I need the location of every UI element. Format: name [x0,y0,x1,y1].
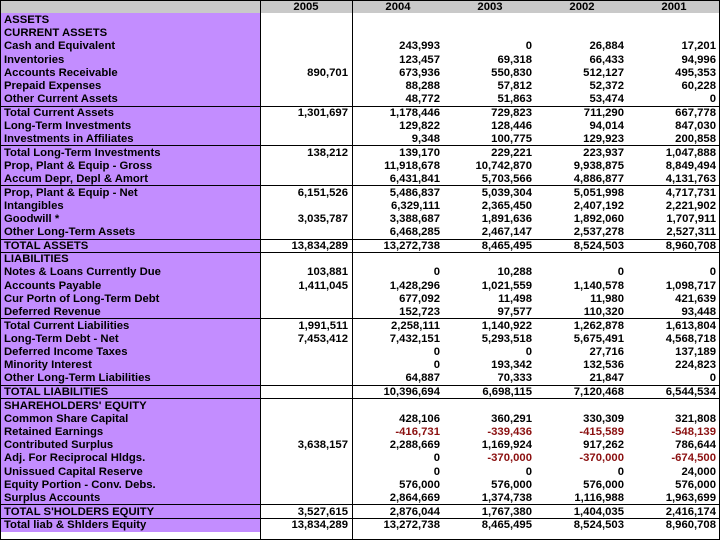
value-cell-2001: 17,201 [681,40,716,53]
value-cell-2001: 421,639 [675,292,716,305]
value-cell-2005 [260,93,352,106]
value-cell-2004: 2,288,669 [389,439,440,452]
value-cell-2005 [260,119,352,132]
row-label: Unissued Capital Reserve [0,465,260,478]
row-label: Accounts Payable [0,279,260,292]
value-cell-2005 [260,359,352,372]
value-cell-2002: 26,884 [589,40,624,53]
value-cell-2004: 6,468,285 [389,226,440,239]
value-cell-2005: 138,212 [260,146,352,159]
value-cell-2003 [444,26,536,39]
value-cell-2002: 0 [617,266,624,279]
value-cell-2001: 1,098,717 [665,279,716,292]
value-cell-2003: 97,577 [497,305,532,318]
value-cell-2005 [260,399,352,412]
value-cell-2005: 1,301,697 [260,106,352,119]
row-label: Prop, Plant & Equip - Gross [0,159,260,172]
row-label: Common Share Capital [0,412,260,425]
value-cell-2001: 224,823 [675,359,716,372]
year-header-2004: 2004 [352,0,444,13]
value-cell-2002: 1,262,878 [536,319,628,332]
table-row [0,452,720,465]
value-cell-2004: 6,329,111 [390,199,440,212]
table-row [0,173,720,186]
value-cell-2005: 1,411,045 [298,279,348,292]
balance-sheet-body [0,13,720,532]
value-cell-2002: 1,892,060 [573,213,624,226]
value-cell-2005: 103,881 [307,266,348,279]
value-cell-2003: -370,000 [487,452,532,465]
row-label: Investments in Affiliates [0,133,260,146]
value-cell-2003: 5,039,304 [444,186,536,199]
value-cell-2005: 890,701 [307,66,348,79]
value-cell-2005 [260,492,352,505]
value-cell-2001: 1,047,888 [628,146,720,159]
row-label: Accum Depr, Depl & Amort [0,173,260,186]
row-label: ASSETS [0,13,260,26]
table-row [0,212,720,225]
value-cell-2005 [260,79,352,92]
value-cell-2003: 576,000 [491,479,532,492]
value-cell-2003: 1,374,738 [481,492,532,505]
value-cell-2004: 88,288 [405,80,440,93]
table-row [0,425,720,438]
value-cell-2002 [536,252,628,265]
value-cell-2002: 4,886,877 [573,172,624,185]
value-cell-2004: 0 [433,359,440,372]
row-label: Inventories [0,53,260,66]
table-row [0,106,720,119]
value-cell-2003: 193,342 [491,359,532,372]
value-cell-2004: 123,457 [399,53,440,66]
table-row [0,439,720,452]
value-cell-2001: 0 [709,372,716,385]
table-row [0,266,720,279]
year-header-2005: 2005 [260,0,352,13]
value-cell-2002: 94,014 [589,120,624,133]
value-cell-2001: -674,500 [671,452,716,465]
value-cell-2003: 550,830 [491,66,532,79]
row-label: Total liab & Shlders Equity [0,518,260,531]
year-header-2001: 2001 [628,0,720,13]
value-cell-2002: 1,140,578 [573,279,624,292]
value-cell-2001: 8,960,708 [628,239,720,252]
table-row [0,372,720,385]
value-cell-2005 [260,13,352,26]
table-row [0,133,720,146]
value-cell-2004: 129,822 [399,120,440,133]
table-row [0,146,720,159]
row-label: SHAREHOLDERS' EQUITY [0,399,260,412]
value-cell-2002 [536,13,628,26]
table-row [0,279,720,292]
value-cell-2001 [628,26,720,39]
value-cell-2004: 0 [433,346,440,359]
value-cell-2005: 1,991,511 [260,319,352,332]
row-label: Adj. For Reciprocal Hldgs. [0,452,260,465]
value-cell-2003: 57,812 [497,80,532,93]
value-cell-2002: 8,524,503 [536,239,628,252]
value-cell-2002: 711,290 [536,106,628,119]
value-cell-2003: 1,169,924 [481,439,532,452]
row-label: Prepaid Expenses [0,79,260,92]
value-cell-2003: 0 [525,346,532,359]
value-cell-2002: 9,938,875 [573,159,624,172]
value-cell-2002: 5,675,491 [573,332,624,345]
value-cell-2005 [260,412,352,425]
row-label: Deferred Income Taxes [0,345,260,358]
row-label: Cur Portn of Long-Term Debt [0,292,260,305]
value-cell-2002 [536,399,628,412]
value-cell-2001: 137,189 [675,346,716,359]
value-cell-2002: 21,847 [589,372,624,385]
table-row [0,319,720,332]
row-label: Cash and Equivalent [0,40,260,53]
value-cell-2003: 128,446 [491,120,532,133]
table-row [0,399,720,412]
table-row [0,252,720,265]
row-label: TOTAL LIABILITIES [0,385,260,398]
value-cell-2001: 6,544,534 [628,385,720,398]
value-cell-2003: 1,021,559 [481,279,532,292]
row-label: Other Long-Term Liabilities [0,372,260,385]
value-cell-2004: 7,432,151 [389,332,440,345]
table-row [0,332,720,345]
value-cell-2001: 2,527,311 [666,226,716,239]
value-cell-2004 [352,252,444,265]
value-cell-2003: 51,863 [497,93,532,106]
value-cell-2004: 428,106 [399,412,440,425]
table-row [0,93,720,106]
value-cell-2002: 917,262 [583,439,624,452]
row-label: Intangibles [0,199,260,212]
row-label: Total Current Assets [0,106,260,119]
row-label: TOTAL ASSETS [0,239,260,252]
value-cell-2004: 0 [433,266,440,279]
value-cell-2002: 2,407,192 [573,199,624,212]
value-cell-2005: 3,527,615 [260,505,352,518]
value-cell-2005: 7,453,412 [297,332,348,345]
year-header-2003: 2003 [444,0,536,13]
value-cell-2003: 1,767,380 [444,505,536,518]
value-cell-2004: 2,876,044 [352,505,444,518]
value-cell-2002: 512,127 [583,66,624,79]
value-cell-2002: 576,000 [583,479,624,492]
row-label: Deferred Revenue [0,306,260,319]
row-label: LIABILITIES [0,252,260,265]
value-cell-2003: 70,333 [497,372,532,385]
value-cell-2001: 1,707,911 [666,213,716,226]
value-cell-2001: 8,960,708 [628,518,720,531]
value-cell-2001: 24,000 [681,465,716,478]
value-cell-2003 [444,399,536,412]
value-cell-2005 [260,173,352,186]
value-cell-2002: 53,474 [589,93,624,106]
table-row [0,79,720,92]
value-cell-2002: 7,120,468 [536,385,628,398]
value-cell-2004 [352,399,444,412]
year-header-row [0,0,720,13]
value-cell-2004: 243,993 [399,40,440,53]
value-cell-2002: 0 [617,465,624,478]
table-row [0,13,720,26]
value-cell-2002 [536,26,628,39]
value-cell-2005 [260,199,352,212]
value-cell-2002: 66,433 [589,53,624,66]
table-row [0,345,720,358]
table-row [0,306,720,319]
value-cell-2004: 2,258,111 [352,319,444,332]
value-cell-2004: 64,887 [405,372,440,385]
row-label: Retained Earnings [0,425,260,438]
table-row [0,119,720,132]
value-cell-2002: 1,116,988 [574,492,624,505]
value-cell-2004: 9,348 [411,133,440,146]
row-label: Other Current Assets [0,93,260,106]
value-cell-2004 [352,26,444,39]
value-cell-2002: 1,404,035 [536,505,628,518]
row-label: Prop, Plant & Equip - Net [0,186,260,199]
value-cell-2004: 673,936 [399,66,440,79]
value-cell-2001: 495,353 [675,66,716,79]
value-cell-2002: 8,524,503 [536,518,628,531]
table-row [0,359,720,372]
value-cell-2003: 6,698,115 [444,385,536,398]
header-corner [0,0,260,13]
table-row [0,40,720,53]
value-cell-2004: 0 [433,465,440,478]
value-cell-2002: 2,537,278 [573,226,624,239]
value-cell-2003: 11,498 [498,292,532,305]
table-row [0,199,720,212]
value-cell-2004: 2,864,669 [389,492,440,505]
table-row [0,385,720,398]
value-cell-2001: 2,416,174 [628,505,720,518]
value-cell-2005 [260,385,352,398]
row-label: Long-Term Debt - Net [0,332,260,345]
value-cell-2002: 129,923 [583,133,624,146]
value-cell-2005 [260,345,352,358]
row-label: TOTAL S'HOLDERS EQUITY [0,505,260,518]
value-cell-2003: 5,293,518 [481,332,532,345]
value-cell-2004: 677,092 [399,292,440,305]
value-cell-2003: 2,365,450 [481,199,532,212]
value-cell-2003: -339,436 [487,425,532,438]
table-row [0,412,720,425]
table-row [0,518,720,531]
value-cell-2002: 11,980 [590,292,624,305]
value-cell-2002: 110,320 [583,305,624,318]
value-cell-2001: -548,139 [671,425,716,438]
value-cell-2002: 27,716 [589,346,624,359]
value-cell-2004: 48,772 [405,93,440,106]
value-cell-2004: 152,723 [399,305,440,318]
value-cell-2005: 13,834,289 [260,239,352,252]
value-cell-2002: 52,372 [589,80,624,93]
value-cell-2005: 13,834,289 [260,518,352,531]
table-row [0,66,720,79]
value-cell-2002: 5,051,998 [536,186,628,199]
value-cell-2001: 321,808 [675,412,716,425]
value-cell-2003: 0 [525,465,532,478]
row-label: Long-Term Investments [0,119,260,132]
value-cell-2005 [260,159,352,172]
table-row [0,53,720,66]
value-cell-2004 [352,13,444,26]
value-cell-2005 [260,252,352,265]
value-cell-2003 [444,252,536,265]
value-cell-2001: 4,131,763 [665,172,716,185]
value-cell-2002: 330,309 [583,412,624,425]
value-cell-2002: 223,937 [536,146,628,159]
row-label: Accounts Receivable [0,66,260,79]
value-cell-2004: 139,170 [352,146,444,159]
value-cell-2004: 11,918,678 [384,159,440,172]
value-cell-2005 [260,40,352,53]
table-row [0,26,720,39]
value-cell-2003: 0 [525,40,532,53]
value-cell-2004: 6,431,841 [389,172,440,185]
value-cell-2005 [260,478,352,491]
value-cell-2004: 10,396,694 [352,385,444,398]
value-cell-2005 [260,425,352,438]
value-cell-2001 [628,399,720,412]
value-cell-2003: 229,221 [444,146,536,159]
value-cell-2001: 1,963,699 [665,492,716,505]
row-label: Surplus Accounts [0,492,260,505]
table-row [0,226,720,239]
value-cell-2004: 1,178,446 [352,106,444,119]
value-cell-2003: 10,288 [497,266,532,279]
row-label: Total Current Liabilities [0,319,260,332]
value-cell-2001: 0 [709,93,716,106]
row-label: Total Long-Term Investments [0,146,260,159]
value-cell-2004: -416,731 [395,425,440,438]
value-cell-2001: 0 [709,266,716,279]
value-cell-2005 [260,26,352,39]
value-cell-2001: 2,221,902 [665,199,716,212]
value-cell-2001: 4,717,731 [628,186,720,199]
value-cell-2001: 786,644 [675,439,716,452]
value-cell-2003: 8,465,495 [444,239,536,252]
value-cell-2004: 1,428,296 [389,279,440,292]
value-cell-2001: 200,858 [675,133,716,146]
value-cell-2003: 360,291 [491,412,532,425]
value-cell-2001: 8,849,494 [665,159,716,172]
value-cell-2001: 576,000 [675,479,716,492]
value-cell-2002: 132,536 [583,359,624,372]
table-row [0,186,720,199]
table-row [0,159,720,172]
value-cell-2005 [260,133,352,146]
value-cell-2002: -370,000 [579,452,624,465]
value-cell-2004: 13,272,738 [352,518,444,531]
value-cell-2001: 847,030 [675,120,716,133]
row-label: Equity Portion - Conv. Debs. [0,478,260,491]
row-label: Other Long-Term Assets [0,226,260,239]
value-cell-2004: 576,000 [399,479,440,492]
year-header-2002: 2002 [536,0,628,13]
value-cell-2005 [260,372,352,385]
table-row [0,505,720,518]
row-label: Goodwill * [0,212,260,225]
value-cell-2003: 1,891,636 [481,213,532,226]
row-label: Notes & Loans Currently Due [0,266,260,279]
value-cell-2002: -415,589 [579,425,624,438]
value-cell-2001: 1,613,804 [628,319,720,332]
value-cell-2005 [260,292,352,305]
value-cell-2003: 8,465,495 [444,518,536,531]
value-cell-2005 [260,465,352,478]
table-row [0,239,720,252]
value-cell-2001 [628,252,720,265]
value-cell-2001 [628,13,720,26]
value-cell-2005 [260,53,352,66]
value-cell-2001: 4,568,718 [665,332,716,345]
table-row [0,478,720,491]
row-label: Minority Interest [0,359,260,372]
value-cell-2005: 3,638,157 [297,439,348,452]
table-row [0,492,720,505]
value-cell-2001: 60,228 [681,80,716,93]
value-cell-2001: 94,996 [681,53,716,66]
table-row [0,465,720,478]
table-row [0,292,720,305]
value-cell-2005: 6,151,526 [260,186,352,199]
value-cell-2005 [260,306,352,319]
value-cell-2003: 69,318 [497,53,532,66]
value-cell-2003: 100,775 [491,133,532,146]
value-cell-2004: 13,272,738 [352,239,444,252]
value-cell-2004: 0 [433,452,440,465]
value-cell-2003: 729,823 [444,106,536,119]
value-cell-2004: 5,486,837 [352,186,444,199]
row-label: Contributed Surplus [0,439,260,452]
value-cell-2003: 2,467,147 [481,226,532,239]
value-cell-2003: 1,140,922 [444,319,536,332]
value-cell-2003: 10,742,870 [475,159,532,172]
row-label: CURRENT ASSETS [0,26,260,39]
value-cell-2001: 667,778 [628,106,720,119]
value-cell-2005 [260,452,352,465]
value-cell-2001: 93,448 [681,305,716,318]
value-cell-2004: 3,388,687 [389,213,440,226]
value-cell-2003 [444,13,536,26]
value-cell-2005 [260,226,352,239]
value-cell-2003: 5,703,566 [481,172,532,185]
value-cell-2005: 3,035,787 [297,213,348,226]
